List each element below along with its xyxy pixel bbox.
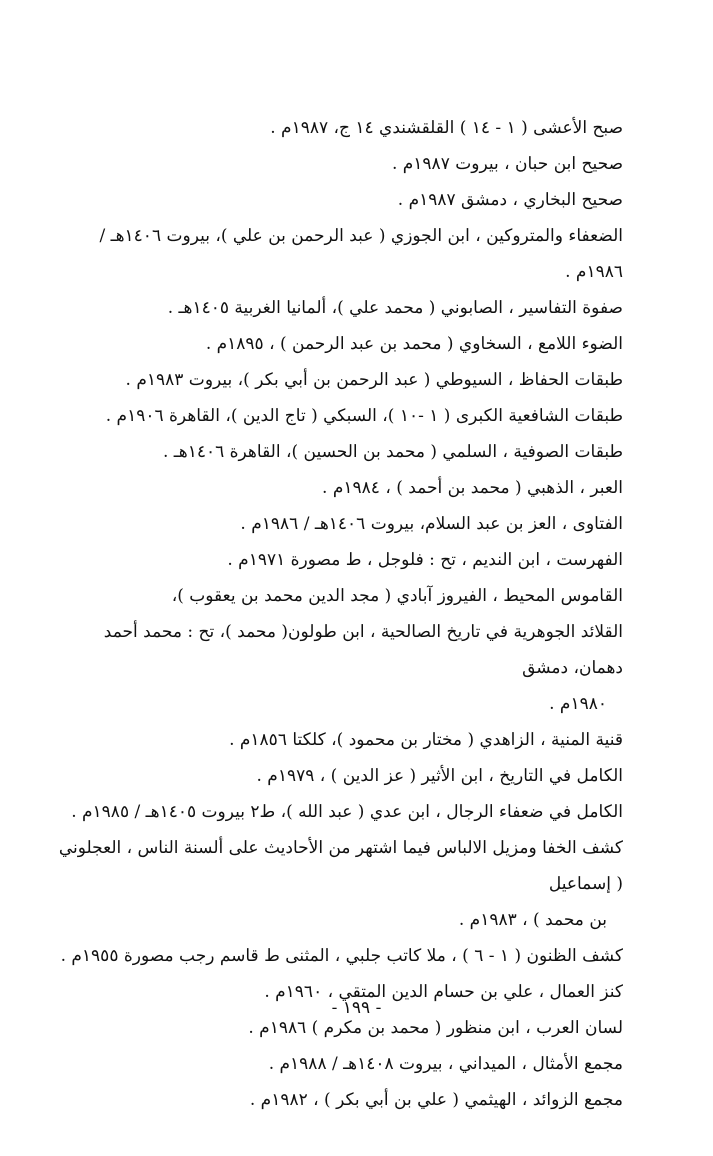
entry-text: طبقات الصوفية ، السلمي ( محمد بن الحسين )، القاهرة ١٤٠٦هـ .	[162, 442, 623, 462]
bibliography-entry	[52, 398, 623, 434]
bibliography-entry	[52, 506, 623, 542]
entry-text: الضوء اللامع ، السخاوي ( محمد بن عبد الرحمن ) ، ١٨٩٥م .	[205, 334, 623, 354]
bibliography-entry	[52, 1082, 623, 1118]
bibliography-entry	[52, 1046, 623, 1082]
entry-text: مجمع الأمثال ، الميداني ، بيروت ١٤٠٨هـ / ١٩٨٨م .	[268, 1054, 623, 1074]
entry-text: العبر ، الذهبي ( محمد بن أحمد ) ، ١٩٨٤م .	[322, 478, 623, 498]
bibliography-list	[52, 110, 623, 1118]
entry-text: كشف الظنون ( ١ - ٦ ) ، ملا كاتب جلبي ، المثنى ط قاسم رجب مصورة ١٩٥٥م .	[60, 946, 623, 966]
entry-continuation: بن محمد ) ، ١٩٨٣م .	[458, 910, 607, 930]
bibliography-entry	[52, 182, 623, 218]
entry-text: القلائد الجوهرية في تاريخ الصالحية ، ابن طولون( محمد )، تح : محمد أحمد دهمان، دمشق	[103, 622, 623, 678]
entry-text: الكامل في ضعفاء الرجال ، ابن عدي ( عبد الله )، ط٢ بيروت ١٤٠٥هـ / ١٩٨٥م .	[71, 802, 623, 822]
bibliography-entry	[52, 542, 623, 578]
entry-text: الكامل في التاريخ ، ابن الأثير ( عز الدين ) ، ١٩٧٩م .	[256, 766, 623, 786]
bibliography-entry	[52, 830, 623, 938]
bibliography-entry	[52, 470, 623, 506]
bibliography-entry	[52, 794, 623, 830]
entry-text: طبقات الشافعية الكبرى ( ١ -١٠ )، السبكي ( تاج الدين )، القاهرة ١٩٠٦م .	[105, 406, 623, 426]
entry-text: مجمع الزوائد ، الهيثمي ( علي بن أبي بكر ) ، ١٩٨٢م .	[249, 1090, 623, 1110]
entry-text: صفوة التفاسير ، الصابوني ( محمد علي )، ألمانيا الغربية ١٤٠٥هـ .	[167, 298, 623, 318]
bibliography-entry	[52, 614, 623, 722]
entry-text: القاموس المحيط ، الفيروز آبادي ( مجد الدين محمد بن يعقوب )،	[171, 586, 623, 606]
entry-text: طبقات الحفاظ ، السيوطي ( عبد الرحمن بن أبي بكر )، بيروت ١٩٨٣م .	[125, 370, 623, 390]
entry-continuation: ١٩٨٠م .	[549, 694, 607, 714]
bibliography-entry	[52, 326, 623, 362]
entry-text: صحيح ابن حبان ، بيروت ١٩٨٧م .	[391, 154, 623, 174]
bibliography-entry	[52, 110, 623, 146]
bibliography-entry	[52, 578, 623, 614]
bibliography-entry	[52, 146, 623, 182]
bibliography-entry	[52, 938, 623, 974]
entry-text: الفتاوى ، العز بن عبد السلام، بيروت ١٤٠٦هـ / ١٩٨٦م .	[240, 514, 623, 534]
bibliography-entry	[52, 758, 623, 794]
entry-text: الفهرست ، ابن النديم ، تح : فلوجل ، ط مصورة ١٩٧١م .	[227, 550, 623, 570]
entry-text: صحيح البخاري ، دمشق ١٩٨٧م .	[397, 190, 623, 210]
bibliography-entry	[52, 722, 623, 758]
bibliography-entry	[52, 218, 623, 290]
entry-text: كشف الخفا ومزيل الالباس فيما اشتهر من الأحاديث على ألسنة الناس ، العجلوني ( إسماعيل	[58, 838, 623, 894]
page-number: - ١٩٩ -	[331, 998, 382, 1018]
entry-text: قنية المنية ، الزاهدي ( مختار بن محمود )، كلكتا ١٨٥٦م .	[229, 730, 623, 750]
entry-text: كنز العمال ، علي بن حسام الدين المتقي ، ١٩٦٠م .	[264, 982, 623, 1002]
bibliography-entry	[52, 434, 623, 470]
bibliography-entry	[52, 362, 623, 398]
entry-text: صبح الأعشى ( ١ - ١٤ ) القلقشندي ١٤ ج، ١٩٨٧م .	[270, 118, 623, 138]
entry-text: الضعفاء والمتروكين ، ابن الجوزي ( عبد الرحمن بن علي )، بيروت ١٤٠٦هـ / ١٩٨٦م .	[99, 226, 623, 282]
bibliography-entry	[52, 290, 623, 326]
entry-text: لسان العرب ، ابن منظور ( محمد بن مكرم ) ١٩٨٦م .	[248, 1018, 623, 1038]
